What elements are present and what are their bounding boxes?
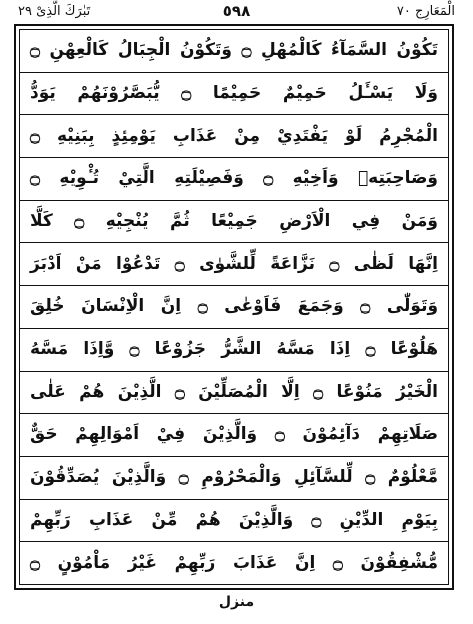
verse-line-text: مَّعْلُوْمٌ ۝ لِّلسَّآئِلِ وَالْمَحْرُوْمِ ۝ وَالَّذِيْنَ يُصَدِّقُوْنَ [30, 467, 438, 488]
verse-line-9 [20, 372, 448, 415]
verse-line-3 [20, 115, 448, 158]
verse-line-text: وَصَاحِبَتِهٖ وَاَخِيْهِ ۝ وَفَصِيْلَتِهِ الَّتِيْ تُـْٔوِيْهِ ۝ [30, 168, 438, 189]
surah-title: الْمَعَارِج ٧٠ [396, 4, 455, 19]
verse-line-text: الْخَيْرُ مَنُوْعًا ۝ اِلَّا الْمُصَلِّيْنَ ۝ الَّذِيْنَ هُمْ عَلٰى [30, 381, 438, 402]
verse-line-text: بِيَوْمِ الدِّيْنِ ۝ وَالَّذِيْنَ هُمْ مِّنْ عَذَابِ رَبِّهِمْ [30, 509, 438, 530]
verse-line-text: مُّشْفِقُوْنَ ۝ اِنَّ عَذَابَ رَبِّهِمْ غَيْرُ مَاْمُوْنٍ ۝ [30, 552, 438, 573]
verse-line-13 [20, 542, 448, 584]
verse-line-text: وَمَنْ فِي الْاَرْضِ جَمِيْعًا ثُمَّ يُنْجِيْهِ ۝ كَلَّا [30, 211, 438, 231]
juz-title: تَبٰرَكَ الَّذِیْ ۲۹ [18, 4, 91, 19]
verse-line-1 [20, 30, 448, 73]
verse-line-11 [20, 457, 448, 500]
page-number: ٥٩٨ [222, 2, 251, 20]
verse-line-2 [20, 73, 448, 116]
verse-line-7 [20, 286, 448, 329]
verse-line-text: تَكُوْنُ السَّمَآءُ كَالْمُهْلِ ۝ وَتَكُوْنُ الْجِبَالُ كَالْعِهْنِ ۝ [30, 40, 438, 61]
verse-line-text: الْمُجْرِمُ لَوْ يَفْتَدِيْ مِنْ عَذَابِ يَوْمِئِذٍ بِبَنِيْهِ ۝ [30, 125, 438, 146]
verse-line-text: اِنَّهَا لَظٰى ۝ نَزَّاعَةً لِّلشَّوٰى ۝ تَدْعُوْا مَنْ اَدْبَرَ [30, 253, 439, 274]
verse-line-4 [20, 158, 448, 201]
verse-line-5 [20, 201, 448, 244]
verse-line-text: وَتَوَلّٰى ۝ وَجَمَعَ فَاَوْعٰى ۝ اِنَّ الْاِنْسَانَ خُلِقَ [30, 296, 439, 317]
verse-line-6 [20, 243, 448, 286]
verse-line-text: هَلُوْعًا ۝ اِذَا مَسَّهُ الشَّرُّ جَزُوْعًا ۝ وَّاِذَا مَسَّهُ [30, 339, 438, 360]
verse-line-text: وَلَا يَسْـَٔلُ حَمِيْمٌ حَمِيْمًا ۝ يُّبَصَّرُوْنَهُمْ يَوَدُّ [30, 82, 438, 103]
verse-text-panel [19, 29, 449, 585]
verse-line-12 [20, 500, 448, 543]
verse-line-text: صَلَاتِهِمْ دَآئِمُوْنَ ۝ وَالَّذِيْنَ فِيْ اَمْوَالِهِمْ حَقٌّ [30, 424, 438, 445]
verse-line-10 [20, 414, 448, 457]
page-header [14, 2, 459, 24]
verse-line-8 [20, 329, 448, 372]
manzil-marker: منزل [218, 594, 255, 610]
